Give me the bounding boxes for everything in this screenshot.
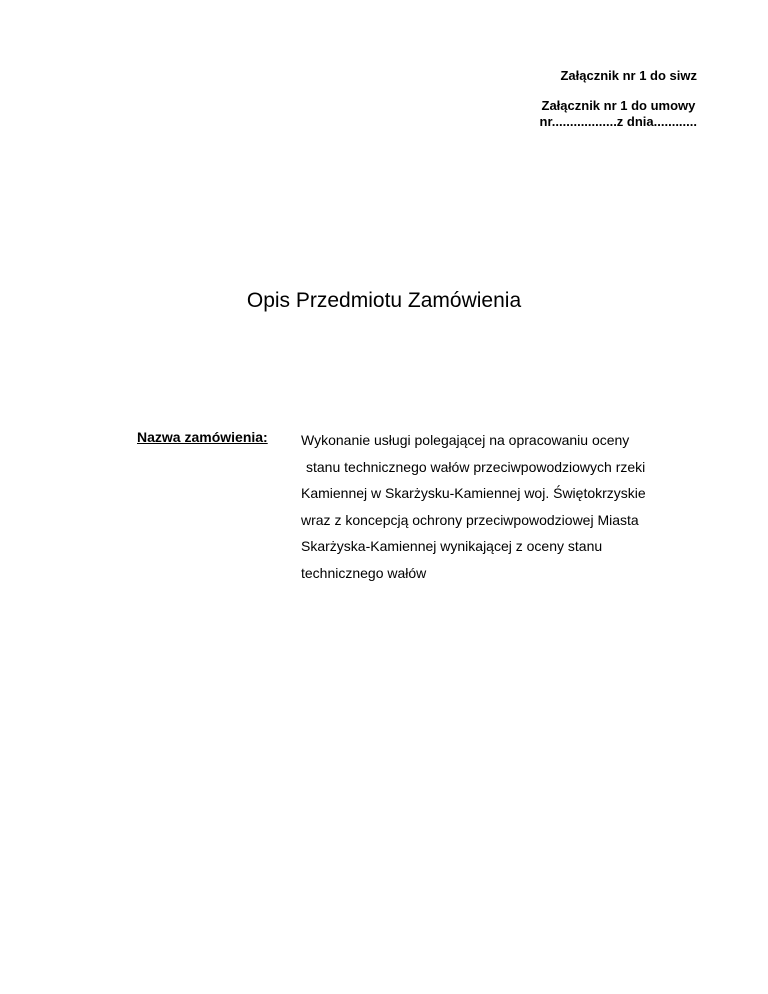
contract-number-line: nr..................z dnia............ xyxy=(539,114,697,129)
attachment-siwz-label: Załącznik nr 1 do siwz xyxy=(560,68,697,83)
order-name-line: Wykonanie usługi polegającej na opracowaniu oceny xyxy=(301,432,630,448)
attachment-header xyxy=(540,68,697,130)
order-name-line: technicznego wałów xyxy=(301,564,427,581)
attachment-contract-label: Załącznik nr 1 do umowy xyxy=(541,98,696,113)
order-name-line: wraz z koncepcją ochrony przeciwpowodziowej Miasta xyxy=(301,511,639,528)
document-title: Opis Przedmiotu Zamówienia xyxy=(246,289,522,312)
order-name-line: Kamiennej w Skarżysku-Kamiennej woj. Świętokrzyskie xyxy=(301,485,646,501)
order-name-label: Nazwa zamówienia: xyxy=(137,429,268,445)
order-name-value xyxy=(301,427,701,586)
order-name-line: stanu technicznego wałów przeciwpowodziowych rzeki xyxy=(306,458,646,475)
order-name-line: Skarżyska-Kamiennej wynikającej z oceny stanu xyxy=(301,538,603,554)
